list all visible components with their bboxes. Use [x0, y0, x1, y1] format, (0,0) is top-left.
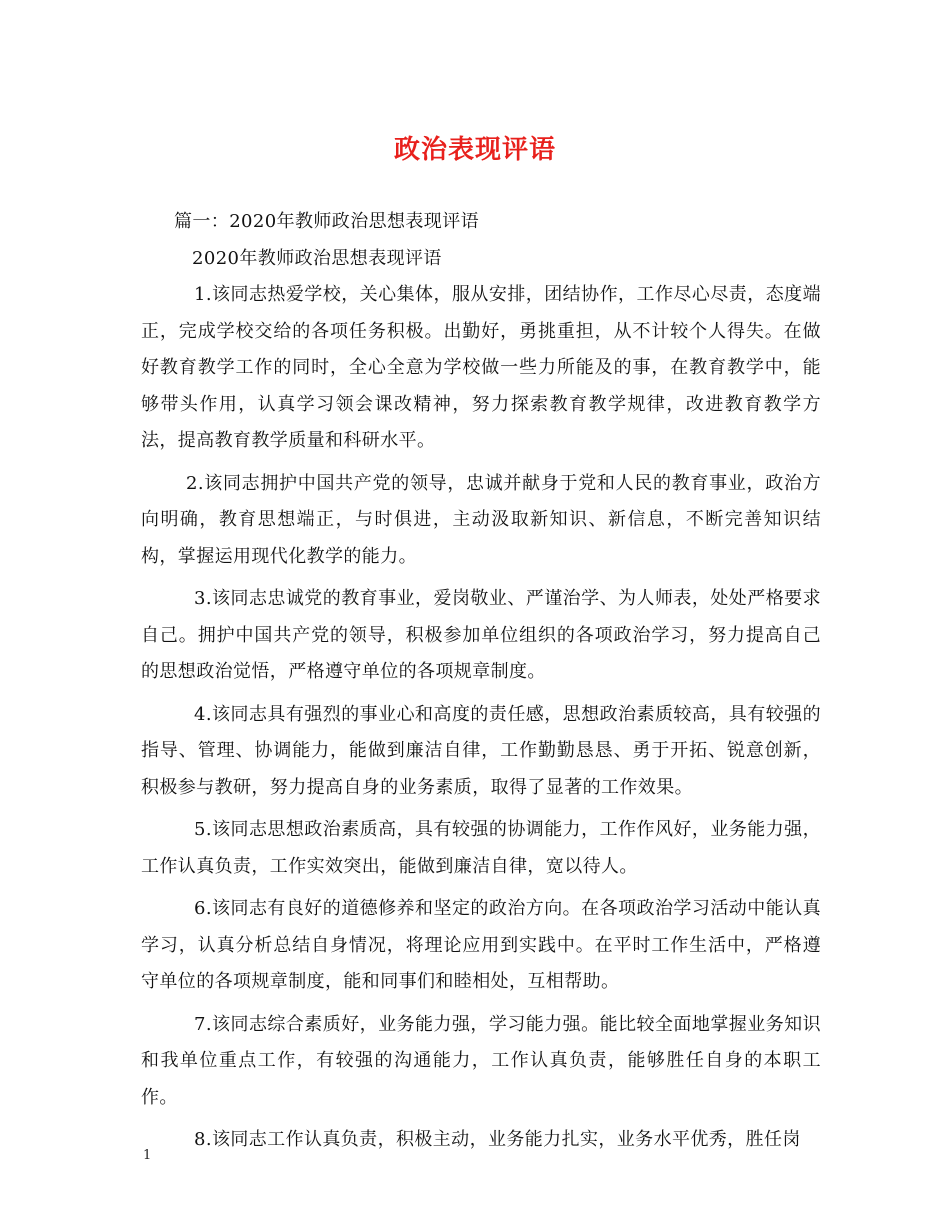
section-heading: 篇一：2020年教师政治思想表现评语 [174, 211, 480, 232]
paragraph-item-1: 1.该同志热爱学校，关心集体，服从安排，团结协作，工作尽心尽责，态度端正，完成学校交给的各项任务积极。出勤好，勇挑重担，从不计较个人得失。在做好教育教学工作的同时，全心全意为学校做一些力所能及的事，在教育教学中，能够带头作用，认真学习领会课改精神，努力探索教育教学规律，改进教育教学方法，提高教育教学质量和科研水平。 [141, 284, 821, 451]
paragraph-item-2: 2.该同志拥护中国共产党的领导，忠诚并献身于党和人民的教育事业，政治方向明确，教育思想端正，与时俱进，主动汲取新知识、新信息，不断完善知识结构，掌握运用现代化教学的能力。 [141, 472, 821, 567]
document-body [141, 204, 821, 1165]
paragraph-item-8: 8.该同志工作认真负责，积极主动，业务能力扎实，业务水平优秀，胜任岗 [194, 1129, 801, 1150]
paragraph-item-6: 6.该同志有良好的道德修养和坚定的政治方向。在各项政治学习活动中能认真学习，认真分析总结自身情况，将理论应用到实践中。在平时工作生活中，严格遵守单位的各项规章制度，能和同事们和睦相处，互相帮助。 [141, 898, 821, 992]
paragraph-item-3: 3.该同志忠诚党的教育事业，爱岗敬业、严谨治学、为人师表，处处严格要求自己。拥护中国共产党的领导，积极参加单位组织的各项政治学习，努力提高自己的思想政治觉悟，严格遵守单位的各项规章制度。 [141, 588, 821, 682]
page-number: 1 [143, 1148, 152, 1163]
paragraph-item-4: 4.该同志具有强烈的事业心和高度的责任感，思想政治素质较高，具有较强的指导、管理、协调能力，能做到廉洁自律，工作勤勤恳恳、勇于开拓、锐意创新，积极参与教研，努力提高自身的业务素质，取得了显著的工作效果。 [141, 703, 821, 798]
paragraph-item-5: 5.该同志思想政治素质高，具有较强的协调能力，工作作风好，业务能力强，工作认真负责，工作实效突出，能做到廉洁自律，宽以待人。 [141, 819, 821, 877]
paragraph-item-7: 7.该同志综合素质好，业务能力强，学习能力强。能比较全面地掌握业务知识和我单位重点工作，有较强的沟通能力，工作认真负责，能够胜任自身的本职工作。 [141, 1013, 821, 1108]
sub-heading: 2020年教师政治思想表现评语 [192, 247, 442, 269]
document-title: 政治表现评语 [393, 135, 556, 165]
